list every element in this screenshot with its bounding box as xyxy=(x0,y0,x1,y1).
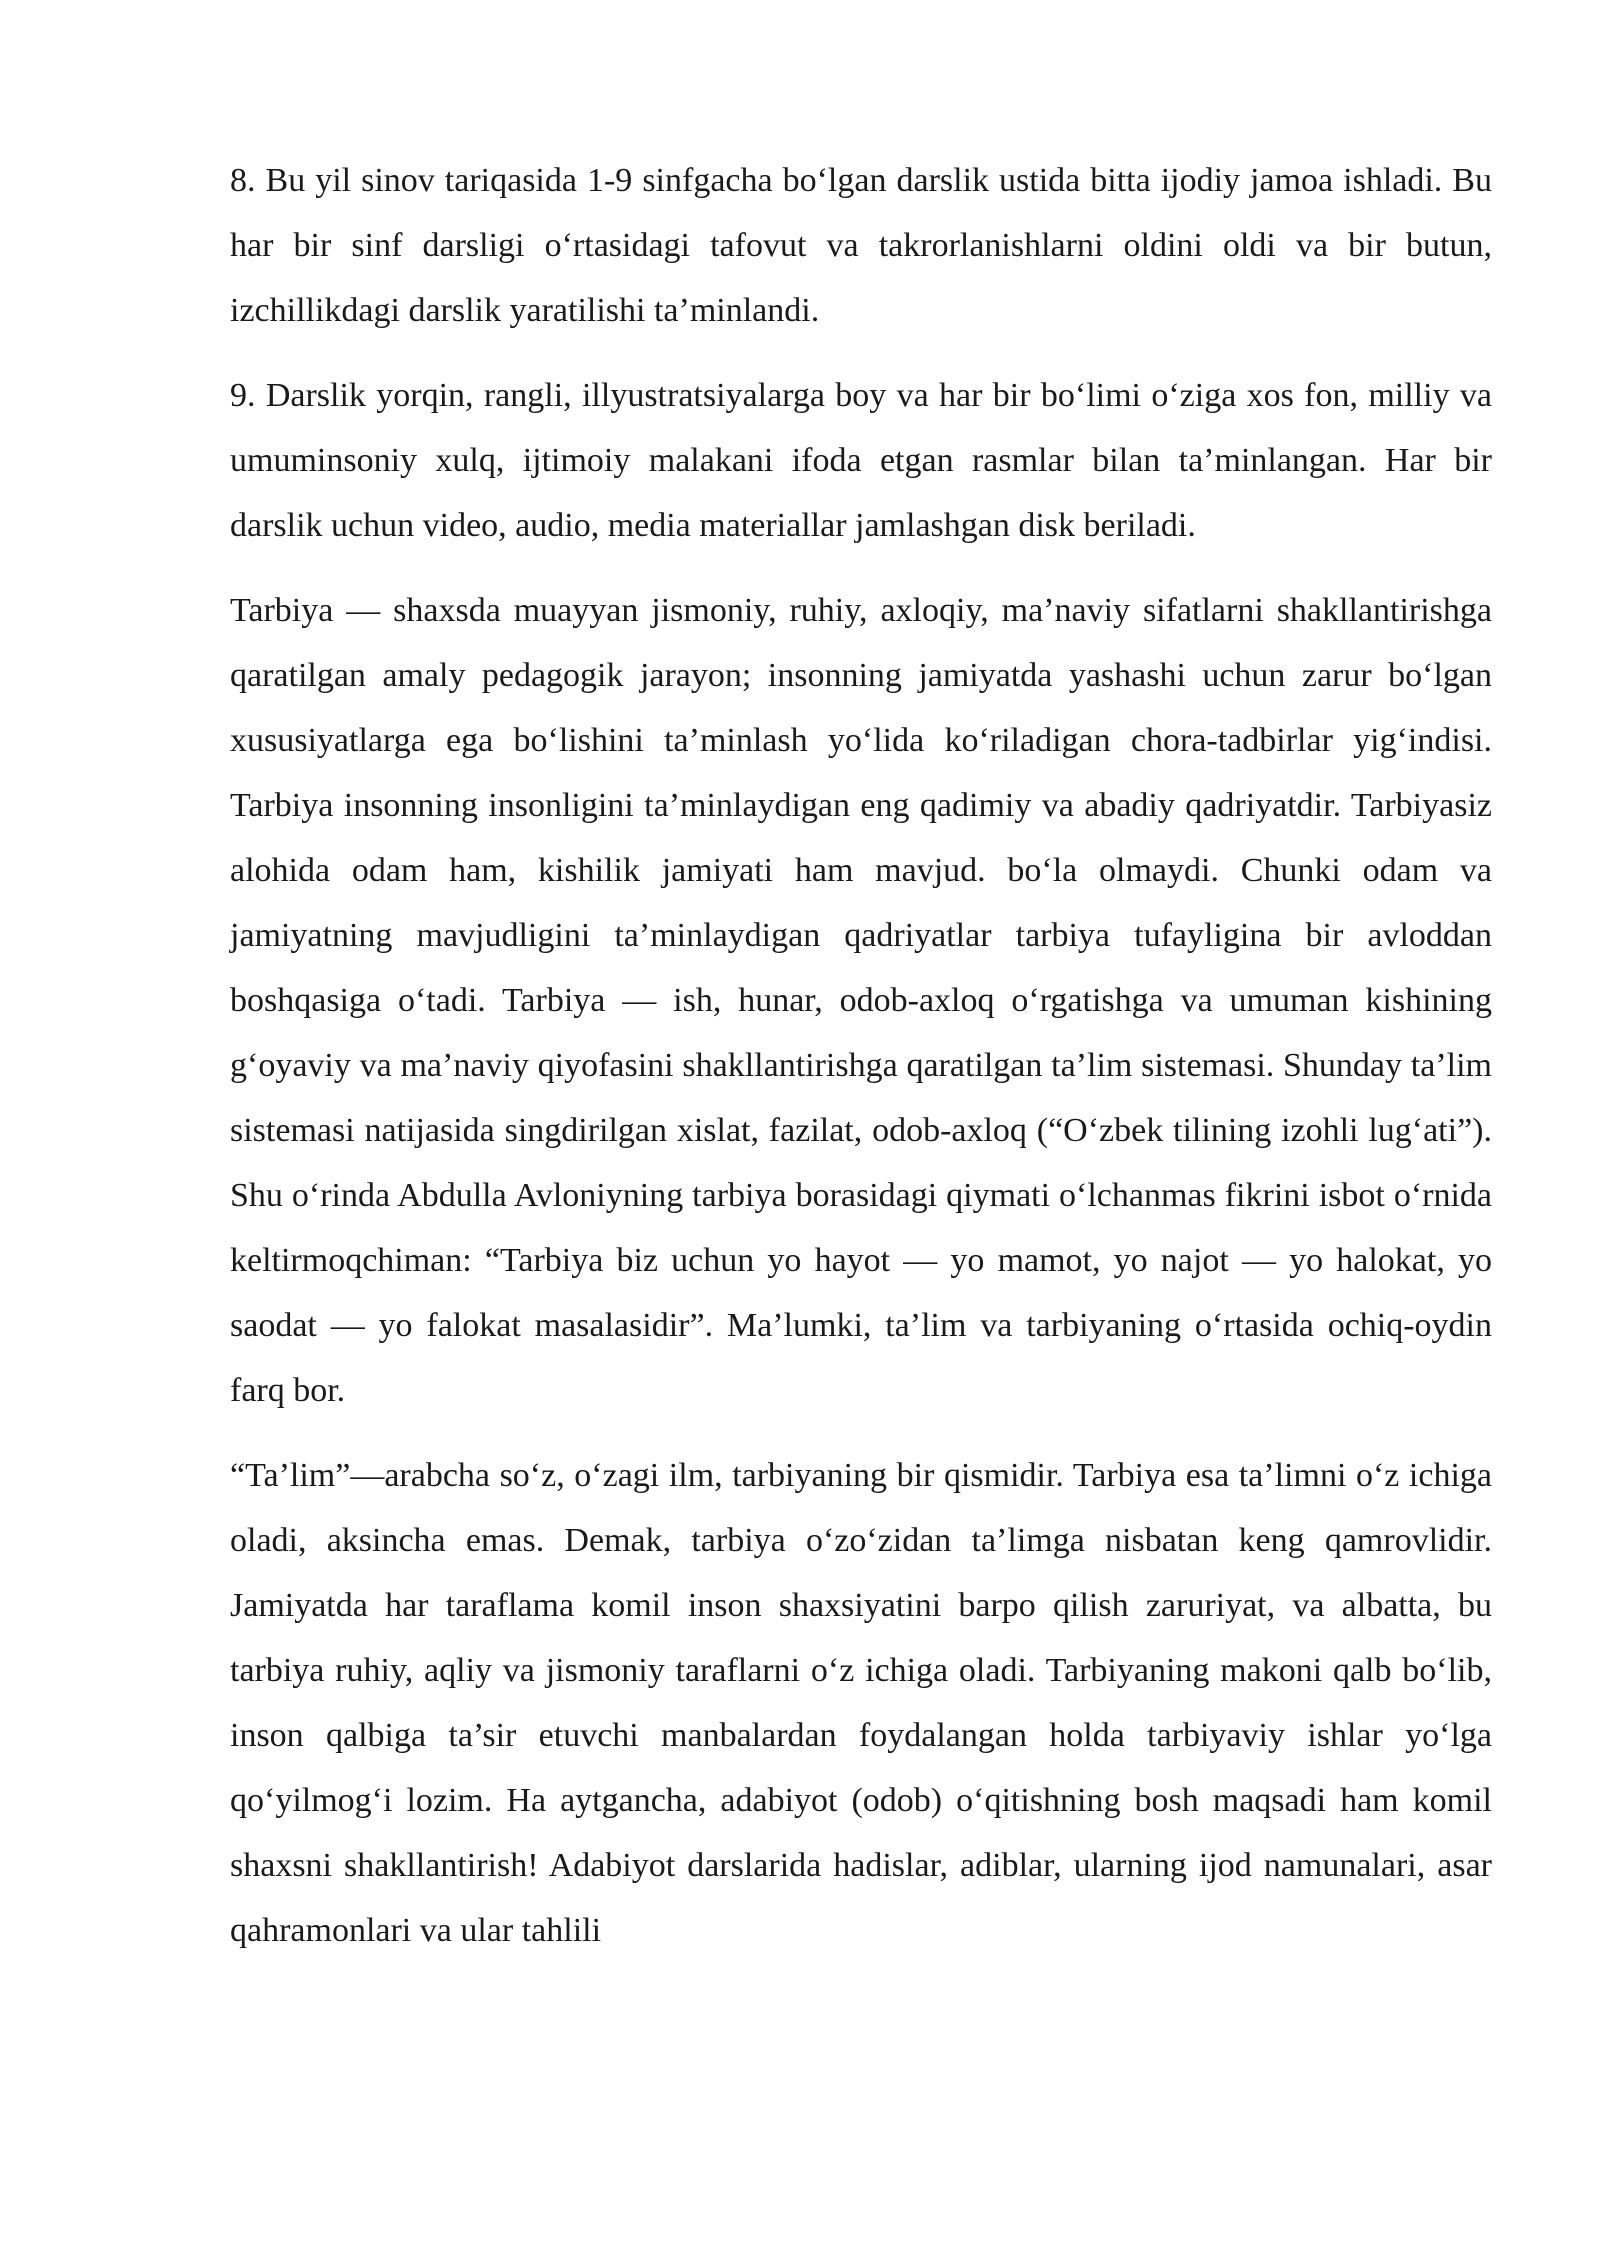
paragraph-item-9: 9. Darslik yorqin, rangli, illyustratsiyalarga boy va har bir bo‘limi o‘ziga xos fon, milliy va umuminsoniy xulq, ijtimoiy malakani ifoda etgan rasmlar bilan ta’minlangan. Har bir darslik uchun video, audio, media materiallar jamlashgan disk beriladi. xyxy=(230,377,1492,544)
paragraph-talim: “Ta’lim”—arabcha so‘z, o‘zagi ilm, tarbiyaning bir qismidir. Tarbiya esa ta’limni o‘z ichiga oladi, aksincha emas. Demak, tarbiya o‘zo‘zidan ta’limga nisbatan keng qamrovlidir. Jamiyatda har taraflama komil inson shaxsiyatini barpo qilish zaruriyat, va albatta, bu tarbiya ruhiy, aqliy va jismoniy taraflarni o‘z ichiga oladi. Tarbiyaning makoni qalb bo‘lib, inson qalbiga ta’sir etuvchi manbalardan foydalangan holda tarbiyaviy ishlar yo‘lga qo‘yilmog‘i lozim. Ha aytgancha, adabiyot (odob) o‘qitishning bosh maqsadi ham komil shaxsni shakllantirish! Adabiyot darslarida hadislar, adiblar, ularning ijod namunalari, asar qahramonlari va ular tahlili xyxy=(230,1457,1492,1949)
document-page xyxy=(230,148,1492,1963)
paragraph-tarbiya: Tarbiya — shaxsda muayyan jismoniy, ruhiy, axloqiy, ma’naviy sifatlarni shakllantirishga qaratilgan amaly pedagogik jarayon; insonning jamiyatda yashashi uchun zarur bo‘lgan xususiyatlarga ega bo‘lishini ta’minlash yo‘lida ko‘riladigan chora-tadbirlar yig‘indisi. Tarbiya insonning insonligini ta’minlaydigan eng qadimiy va abadiy qadriyatdir. Tarbiyasiz alohida odam ham, kishilik jamiyati ham mavjud. bo‘la olmaydi. Chunki odam va jamiyatning mavjudligini ta’minlaydigan qadriyatlar tarbiya tufayligina bir avloddan boshqasiga o‘tadi. Tarbiya — ish, hunar, odob-axloq o‘rgatishga va umuman kishining g‘oyaviy va ma’naviy qiyofasini shakllantirishga qaratilgan ta’lim sistemasi. Shunday ta’lim sistemasi natijasida singdirilgan xislat, fazilat, odob-axloq (“O‘zbek tilining izohli lug‘ati”). Shu o‘rinda Abdulla Avloniyning tarbiya borasidagi qiymati o‘lchanmas fikrini isbot o‘rnida keltirmoqchiman: “Tarbiya biz uchun yo hayot — yo mamot, yo najot — yo halokat, yo saodat — yo falokat masalasidir”. Ma’lumki, ta’lim va tarbiyaning o‘rtasida ochiq-oydin farq bor. xyxy=(230,592,1492,1409)
paragraph-item-8: 8. Bu yil sinov tariqasida 1-9 sinfgacha bo‘lgan darslik ustida bitta ijodiy jamoa ishladi. Bu har bir sinf darsligi o‘rtasidagi tafovut va takrorlanishlarni oldini oldi va bir butun, izchillikdagi darslik yaratilishi ta’minlandi. xyxy=(230,162,1492,329)
